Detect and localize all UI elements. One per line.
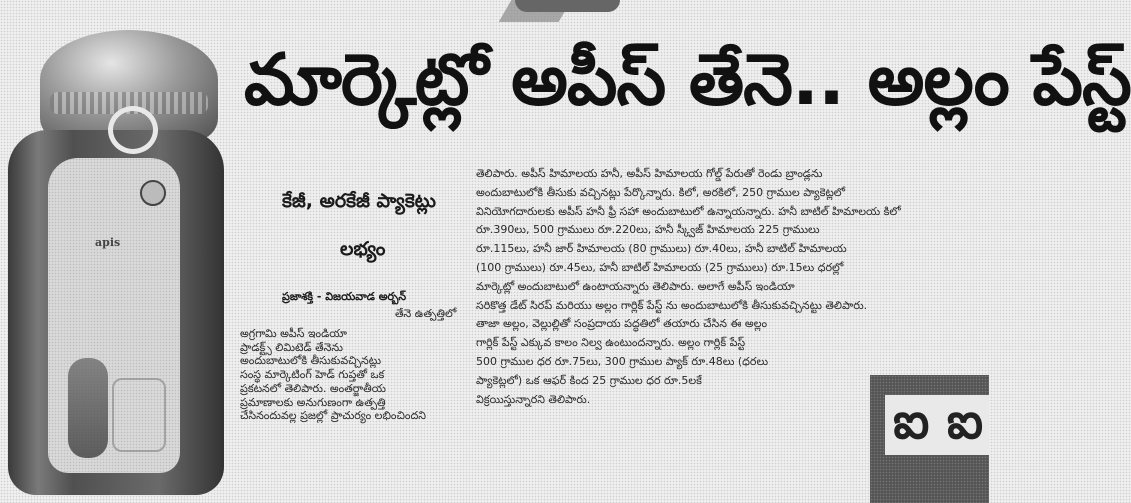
column1-line: అందుబాటులోకి తీసుకువచ్చినట్లు [240,354,382,368]
subheading-line1: కేజీ, అరకేజీ ప్యాకెట్లు [282,190,436,212]
column2-line: రూ.115లు, హనీ జార్ హిమాలయ (80 గ్రాములు) రూ.40లు, హనీ బాటిల్ హిమాలయ [476,242,847,256]
jar-brand-text: apis [95,236,121,249]
column2-line: మార్కెట్లో అందుబాటులో ఉంటాయన్నారు తెలిపారు. అలాగే అపీస్ ఇండియా [476,279,795,293]
column2-line: తాజా అల్లం, వెల్లుల్లితో సంప్రదాయ పద్ధతిలో తయారు చేసిన ఈ అల్లం [476,317,768,331]
dateline: ప్రజాశక్తి - విజయవాడ అర్బన్ [282,290,407,303]
adjacent-article-title: ఐ ఐ [893,392,984,450]
column1-line: ప్రాడక్ట్స్ లిమిటెడ్ తేనెను [240,340,343,354]
column2-line: విక్రయిస్తున్నారని తెలిపారు. [476,392,591,406]
column2-line: 500 గ్రాముల ధర రూ.75లు, 300 గ్రాముల ప్యాక్ రూ.48లు (ధరలు [476,354,769,368]
article-column-2 [476,165,952,409]
top-decoration-band [515,0,620,12]
article-column-1 [240,327,468,423]
column2-line: తెలిపారు. అపీస్ హిమాలయ హనీ, అపీస్ హిమాలయ గోల్డ్ పేరుతో రెండు బ్రాండ్లను [476,167,823,180]
jar-script-art [68,258,168,348]
jar-figure-art [68,358,108,458]
column1-first-line: తేనె ఉత్పత్తిలో [395,307,457,320]
column2-line: ప్యాకెట్లలో) ఒక ఆఫర్ కింద 25 గ్రాముల ధర రూ.5లకే [476,373,702,387]
column1-line: చేసినందువల్ల ప్రజల్లో ప్రాచుర్యం లభించిందని [240,409,426,423]
column2-line: (100 గ్రాములు) రూ.45లు, హనీ బాటిల్ హిమాలయ (25 గ్రాములు) రూ.15లు ధరల్లో [476,260,844,274]
jar-seal-icon [140,180,166,206]
subheading-line2: లభ్యం [340,238,386,260]
column2-line: అందుబాటులోకి తీసుకు వచ్చినట్లు పేర్కొన్నారు. కిలో, అరకిలో, 250 గ్రాముల ప్యాకెట్లలో [476,185,846,199]
column1-line: సంస్థ మార్కెటింగ్ హెడ్ గుప్తతో ఒక [240,368,385,382]
headline: మార్కెట్లో అపీస్ తేనె.. అల్లం పేస్ట్ [244,38,1131,121]
jar-label-art [112,378,166,452]
jar-ribbon [108,106,158,154]
column2-line: సరికొత్త డేట్ సిరప్ మరియు అల్లం గార్లిక్ పేస్ట్ ను అందుబాటులోకి తీసుకువచ్చినట్టు తెలిపారు. [476,298,868,312]
column2-line: రూ.390లు, 500 గ్రాములు రూ.220లు, హనీ స్క్వీజ్ హిమాలయ 225 గ్రాములు [476,223,820,237]
column1-line: ప్రకటనలో తెలిపారు. అంతర్జాతీయ [240,381,386,395]
column2-line: గార్లిక్ పేస్ట్ ఎక్కువ కాలం నిల్వ ఉంటుందన్నారు. అల్లం గార్లిక్ పేస్ట్ [476,336,746,350]
column1-line: అగ్రగామి అపీస్ ఇండియా [240,327,347,340]
column1-line: ప్రమాణాలకు అనుగుణంగా ఉత్పత్తి [240,395,386,409]
honey-jar-photo [0,18,235,503]
column2-line: వినియోగదారులకు అపీస్ హనీ ఫ్రీ సహా అందుబాటులో ఉన్నాయన్నారు. హనీ బాటిల్ హిమాలయ కిలో [476,204,901,218]
